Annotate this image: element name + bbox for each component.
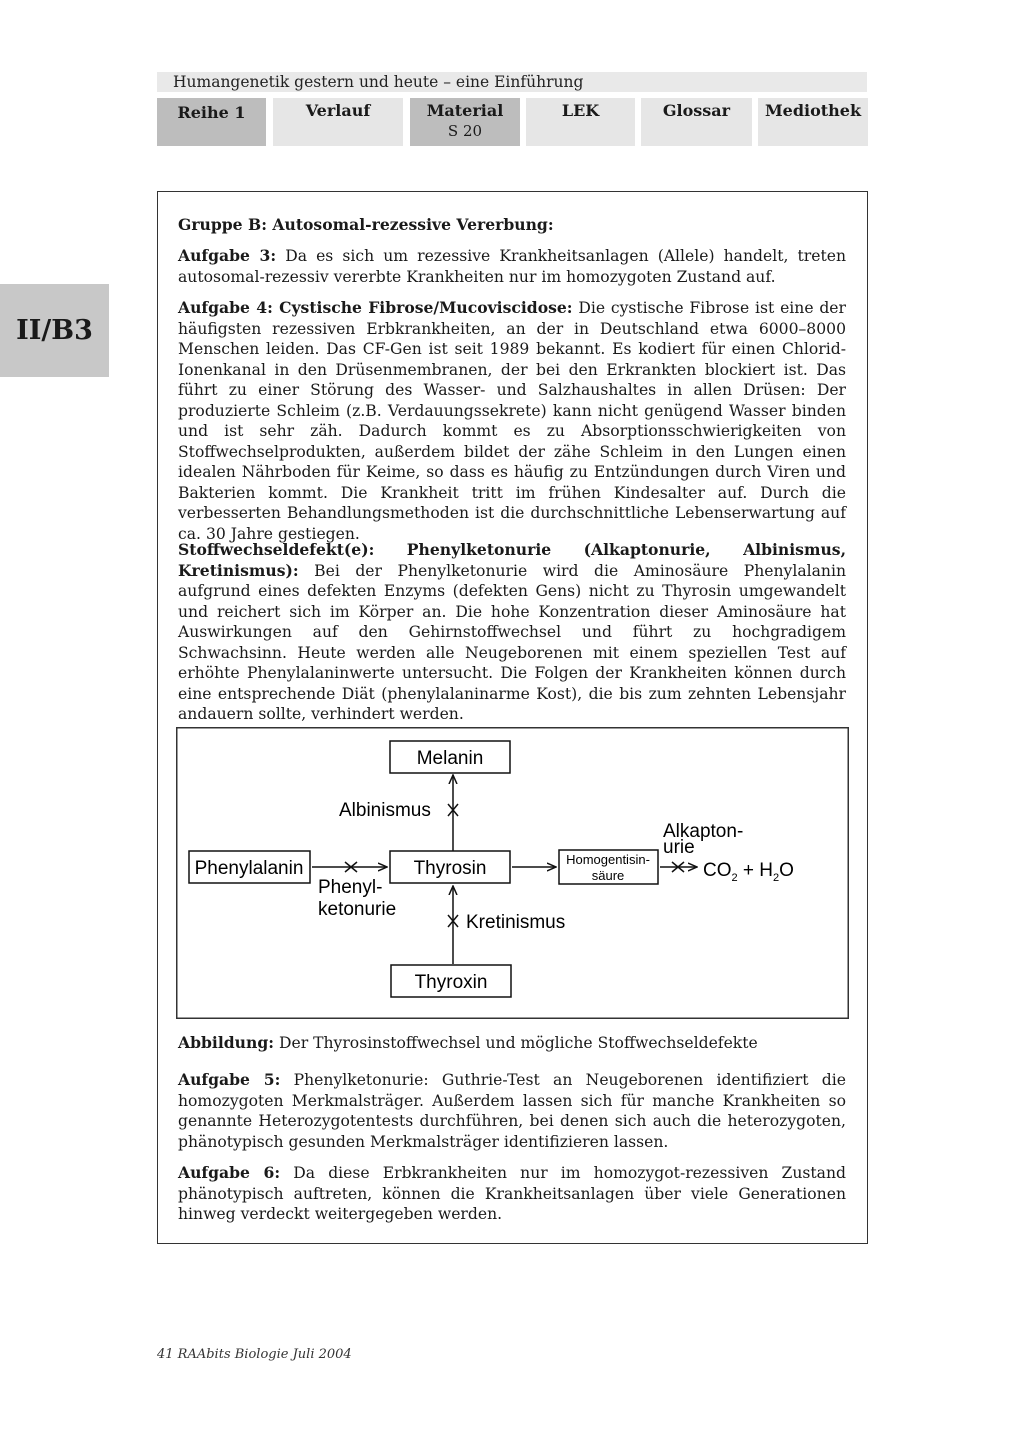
phenylketonurie-label-1: Phenyl- [318,877,383,898]
products-label: $CO_2 + H_2O$ [703,860,794,884]
task-4-label: Aufgabe 4: Cystische Fibrose/Mucoviscidose: [178,298,573,317]
task-4-text: Die cystische Fibrose ist eine der häufigsten rezessiven Erbkrankheiten, an der in Deutschland etwa 6000–8000 Menschen leiden. Das CF-Gen ist seit 1989 bekannt. Es kodiert für einen Chlorid-Ionenkanal in den Drüsenmembranen, der bei den Erkrankten blockiert ist. Das führt zu einer Störung des Wasser- und Salzhaushaltes in allen Drüsen: Der produzierte Schleim (z.B. Verdauungssekrete) kann nicht genügend Wasser binden und ist sehr zäh. Dadurch kommt es zu Absorptionsschwierigkeiten von Stoffwechselprodukten, außerdem bildet der zähe Schleim in den Lungen einen idealen Nährboden für Keime, so dass es häufig zu Entzündungen durch Viren und Bakterien kommt. Die Krankheit tritt im frühen Kindesalter auf. Durch die verbesserten Behandlungsmethoden ist die durchschnittliche Lebenserwartung auf ca. 30 Jahre gestiegen. [178,299,846,543]
albinismus-label: Albinismus [339,800,431,821]
caption-label: Abbildung: [178,1033,274,1052]
tab-page-number: S 20 [447,122,483,140]
melanin-label: Melanin [416,748,484,769]
metabolic-defect-label: Stoffwechseldefekt(e): Phenylketonurie (Alkaptonurie, Albinismus, Kretinismus): [178,540,846,580]
task-5-text: Phenylketonurie: Guthrie-Test an Neugeborenen identifiziert die homozygoten Merkmalsträger. Außerdem lassen sich für manche Krankheiten so genannte Heterozygotentests durchführen, bei denen sich auch die heterozygoten, phänotypisch gesunden Merkmalsträger identifizieren lassen. [178,1071,846,1151]
kretinismus-label: Kretinismus [466,912,566,933]
chapter-tag: II/B3 [0,284,109,377]
tab-reihe-1[interactable] [157,98,266,146]
group-title: Gruppe B: Autosomal-rezessive Vererbung: [178,215,554,234]
tab-material[interactable] [410,98,520,146]
footer-source: 41 RAAbits Biologie Juli 2004 [157,1347,352,1362]
tab-verlauf[interactable] [273,98,403,146]
tyrosine-metabolism-diagram [176,727,849,1019]
homogentisin-label-1: Homogentisin- [566,852,650,867]
running-title: Humangenetik gestern und heute – eine Einführung [157,72,867,92]
alkaptonurie-label-2: urie [663,837,695,858]
phenylalanin-label: Phenylalanin [194,858,304,879]
tab-label: Material [426,101,504,120]
tab-lek[interactable] [526,98,635,146]
task-5-label: Aufgabe 5: [178,1070,281,1089]
thyrosin-label: Thyrosin [413,858,487,879]
homogentisin-label-2: säure [591,868,625,883]
task-5-paragraph [178,1070,846,1152]
tab-label: Reihe 1 [177,103,246,122]
tab-label: Glossar [662,101,731,120]
group-heading [178,215,846,236]
tab-glossar[interactable] [641,98,752,146]
alkaptonurie-label-1: Alkapton- [663,821,744,842]
task-6-text: Da diese Erbkrankheiten nur im homozygot-rezessiven Zustand phänotypisch auftreten, können die Krankheitsanlagen über viele Generationen hinweg verdeckt weitergegeben werden. [178,1164,846,1223]
thyroxin-label: Thyroxin [414,972,488,993]
task-3-paragraph [178,246,846,287]
phenylketonurie-label-2: ketonurie [318,899,397,920]
metabolic-defect-paragraph [178,540,846,725]
tab-label: LEK [561,101,600,120]
caption-text: Der Thyrosinstoffwechsel und mögliche Stoffwechseldefekte [274,1034,758,1052]
metabolic-defect-text: Bei der Phenylketonurie wird die Aminosäure Phenylalanin aufgrund eines defekten Enzyms (defekten Gens) nicht zu Thyrosin umgewandelt und reichert sich im Körper an. Die hohe Konzentration dieser Aminosäure hat Auswirkungen auf den Gehirnstoffwechsel und führt zu hochgradigem Schwachsinn. Heute werden alle Neugeborenen mit einem speziellen Test auf erhöhte Phenylalaninwerte untersucht. Die Folgen der Krankheiten können durch eine entsprechende Diät (phenylalaninarme Kost), die bis zum zehnten Lebensjahr andauern sollte, verhindert werden. [178,561,846,723]
task-3-text: Da es sich um rezessive Krankheitsanlagen (Allele) handelt, treten autosomal-rezessiv vererbte Krankheiten nur im homozygoten Zustand auf. [178,247,846,286]
task-4-paragraph [178,298,846,544]
tab-label: Mediothek [764,101,862,120]
task-6-paragraph [178,1163,846,1225]
task-6-label: Aufgabe 6: [178,1163,281,1182]
tab-label: Verlauf [305,101,371,120]
figure-caption [178,1033,846,1052]
task-3-label: Aufgabe 3: [178,246,277,265]
tab-mediothek[interactable] [758,98,868,146]
